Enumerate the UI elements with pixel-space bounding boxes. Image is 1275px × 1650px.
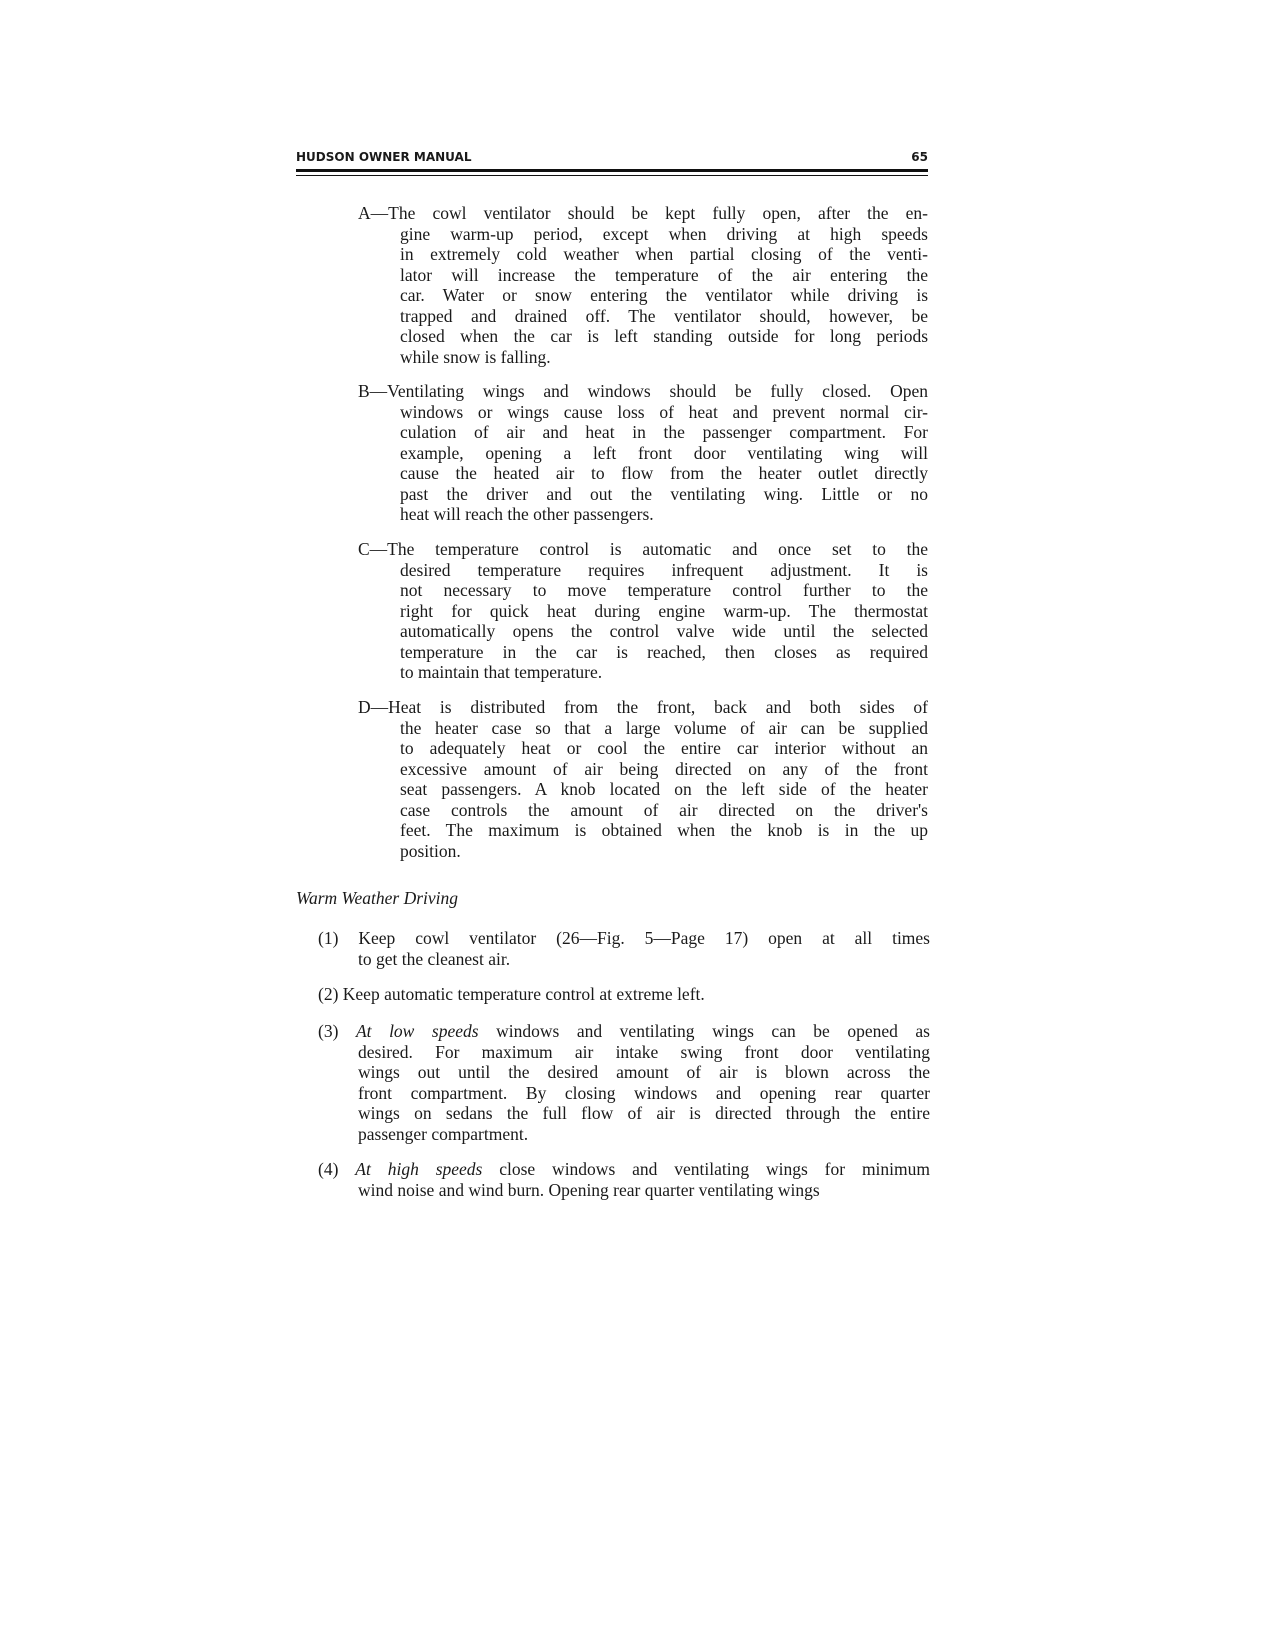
text-line: (3) At low speeds windows and ventilating wings can be opened as [318, 1021, 930, 1041]
text-line: to get the cleanest air. [358, 948, 511, 969]
text-line: temperature in the car is reached, then closes as required [400, 641, 928, 662]
numbered-item-3 [318, 1021, 930, 1144]
text-line: the heater case so that a large volume of air can be supplied [400, 717, 928, 738]
text-line: front compartment. By closing windows and opening rear quarter [358, 1082, 930, 1103]
text-line: not necessary to move temperature control further to the [400, 580, 928, 600]
section-heading: Warm Weather Driving [296, 888, 459, 908]
text-line: (1) Keep cowl ventilator (26—Fig. 5—Page 17) open at all times [318, 928, 930, 948]
text-line: feet. The maximum is obtained when the knob is in the up [400, 820, 928, 840]
header-rule-thick [296, 169, 928, 172]
numbered-item-1 [318, 928, 930, 969]
text-line: gine warm-up period, except when driving at high speeds [400, 223, 928, 244]
text-line: closed when the car is left standing outside for long periods [400, 326, 928, 346]
text-line: lator will increase the temperature of the air entering the [400, 264, 928, 285]
text-line: trapped and drained off. The ventilator should, however, be [400, 305, 928, 326]
text-line: right for quick heat during engine warm-up. The thermostat [400, 600, 928, 621]
lettered-item-d [358, 697, 928, 861]
text-line: B—Ventilating wings and windows should be fully closed. Open [358, 381, 928, 401]
text-line: cause the heated air to flow from the heater outlet directly [400, 463, 928, 483]
lettered-item-c [358, 539, 928, 683]
text-line: position. [400, 840, 461, 861]
text-line: windows or wings cause loss of heat and prevent normal cir- [400, 401, 928, 422]
text-line: culation of air and heat in the passenger compartment. For [400, 422, 928, 442]
text-line: car. Water or snow entering the ventilator while driving is [400, 285, 928, 305]
text-line: to maintain that temperature. [400, 662, 603, 682]
text-line: while snow is falling. [400, 346, 551, 367]
text-line: C—The temperature control is automatic and once set to the [358, 539, 928, 559]
text-line: seat passengers. A knob located on the left side of the heater [400, 779, 928, 799]
text-line: desired. For maximum air intake swing front door ventilating [358, 1041, 930, 1062]
numbered-item-4 [318, 1159, 930, 1200]
text-line: case controls the amount of air directed on the driver's [400, 799, 928, 820]
text-line: heat will reach the other passengers. [400, 504, 654, 524]
text-line: wings out until the desired amount of air is blown across the [358, 1062, 930, 1082]
text-line: A—The cowl ventilator should be kept fully open, after the en- [358, 203, 928, 223]
text-line: in extremely cold weather when partial closing of the venti- [400, 244, 928, 264]
manual-title: HUDSON OWNER MANUAL [296, 150, 472, 164]
text-line: automatically opens the control valve wide until the selected [400, 621, 928, 641]
text-line: (4) At high speeds close windows and ventilating wings for minimum [318, 1159, 931, 1179]
text-line: wind noise and wind burn. Opening rear quarter ventilating wings [358, 1179, 820, 1200]
text-line: example, opening a left front door ventilating wing will [400, 442, 928, 463]
text-line: excessive amount of air being directed on any of the front [400, 758, 928, 779]
text-line: past the driver and out the ventilating wing. Little or no [400, 483, 928, 504]
text-line: passenger compartment. [358, 1123, 529, 1144]
text-line: desired temperature requires infrequent adjustment. It is [400, 559, 928, 580]
text-line: wings on sedans the full flow of air is directed through the entire [358, 1103, 930, 1123]
text-line: (2) Keep automatic temperature control at extreme left. [318, 984, 705, 1004]
lettered-item-b [358, 381, 928, 525]
numbered-item-2 [318, 984, 930, 1005]
text-line: D—Heat is distributed from the front, back and both sides of [358, 697, 928, 717]
text-line: to adequately heat or cool the entire car interior without an [400, 738, 928, 758]
header-rule-thin [296, 175, 928, 176]
lettered-item-a [358, 203, 928, 367]
page-number: 65 [911, 150, 928, 164]
running-header [296, 150, 928, 164]
